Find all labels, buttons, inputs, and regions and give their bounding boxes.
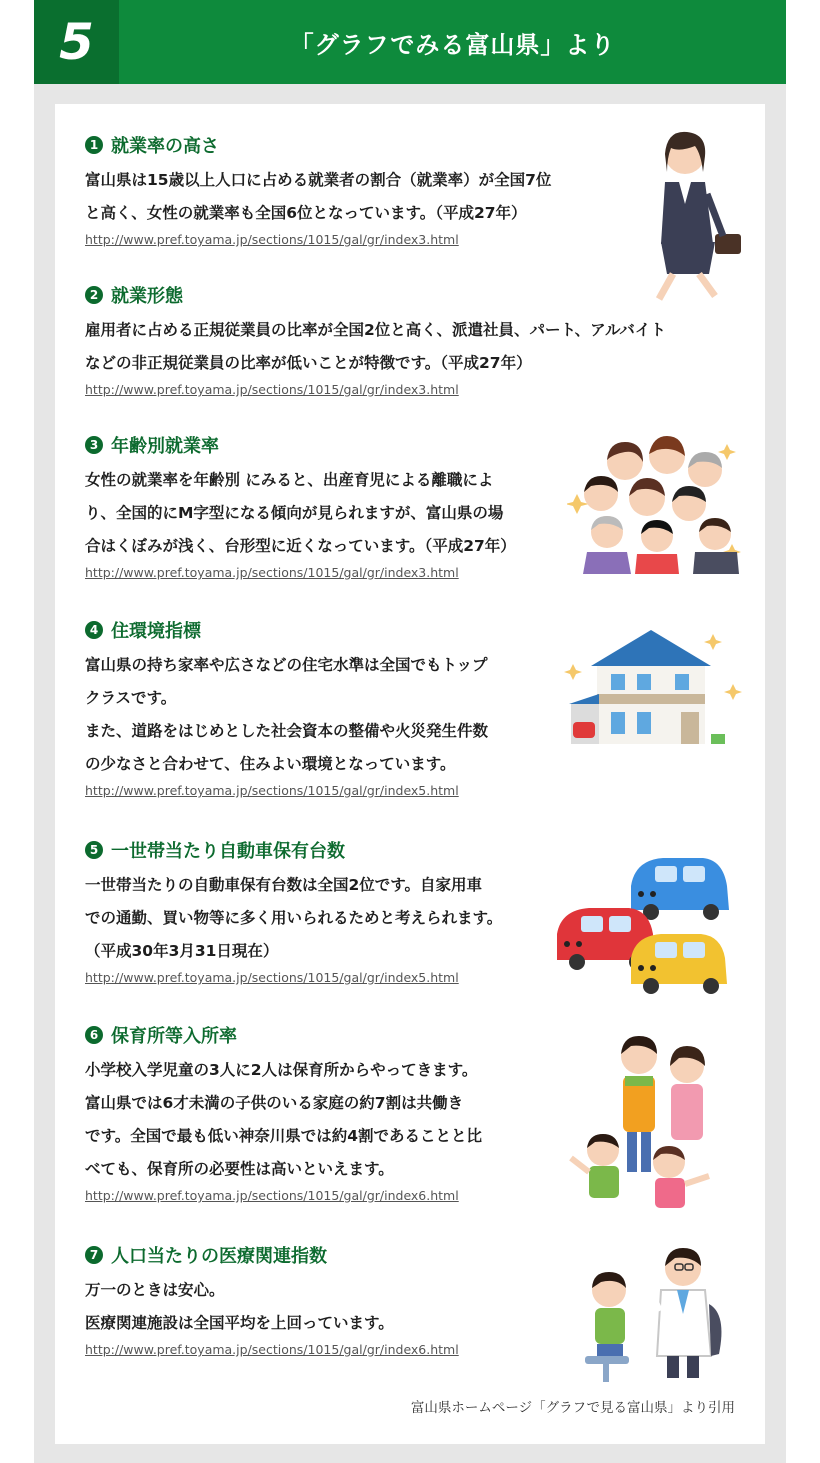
section-badge: 2 [85, 286, 103, 304]
section-heading [85, 282, 666, 308]
section-employment-rate [85, 132, 551, 247]
section-text-line: （平成30年3月31日現在） [85, 942, 279, 960]
section-text-line: また、道路をはじめとした社会資本の整備や火災発生件数 [85, 722, 489, 740]
section-age-employment [85, 432, 516, 580]
section-text-line: の少なさと合わせて、住みよい環境となっています。 [85, 755, 456, 773]
section-medical-index [85, 1242, 459, 1357]
citation-text: 富山県ホームページ「グラフで見る富山県」より引用 [410, 1400, 735, 1416]
section-body [85, 314, 666, 380]
section-living-environment [85, 617, 488, 798]
content-card [55, 104, 765, 1444]
yellow-car [631, 934, 727, 994]
section-heading [85, 1242, 459, 1268]
doctor-and-patient-illustration [581, 1244, 741, 1384]
section-text-line: べても、保育所の必要性は高いといえます。 [85, 1160, 394, 1178]
header-bar [34, 0, 786, 84]
section-badge: 6 [85, 1026, 103, 1044]
family-illustration [559, 1030, 749, 1220]
page-title: 「グラフでみる富山県」より [289, 30, 616, 59]
section-heading-text: 一世帯当たり自動車保有台数 [111, 841, 345, 862]
blue-car [631, 858, 729, 920]
section-badge: 7 [85, 1246, 103, 1264]
section-badge: 4 [85, 621, 103, 639]
section-text-line: での通勤、買い物等に多く用いられるためと考えられます。 [85, 909, 503, 927]
section-heading-text: 年齢別就業率 [111, 436, 219, 457]
section-text-line: などの非正規従業員の比率が低いことが特徴です。（平成27年） [85, 354, 532, 372]
source-link[interactable]: http://www.pref.toyama.jp/sections/1015/gal/gr/index3.html [85, 232, 459, 247]
section-heading-text: 住環境指標 [111, 621, 201, 642]
section-text-line: 女性の就業率を年齢別 にみると、出産育児による離職によ [85, 471, 494, 489]
section-text-line: 富山県は15歳以上人口に占める就業者の割合（就業率）が全国7位 [85, 171, 552, 189]
section-text-line: り、全国的にM字型になる傾向が見られますが、富山県の場 [85, 504, 504, 522]
section-text-line: クラスです。 [85, 689, 177, 707]
source-link[interactable]: http://www.pref.toyama.jp/sections/1015/gal/gr/index3.html [85, 565, 459, 580]
section-badge: 1 [85, 136, 103, 154]
section-heading-text: 就業率の高さ [111, 136, 219, 157]
section-body [85, 869, 502, 968]
page-frame [34, 0, 786, 1463]
section-heading-text: 就業形態 [111, 286, 183, 307]
section-body [85, 649, 488, 781]
section-text-line: 雇用者に占める正規従業員の比率が全国2位と高く、派遣社員、パート、アルバイト [85, 321, 666, 339]
section-badge: 5 [85, 841, 103, 859]
section-heading-text: 保育所等入所率 [111, 1026, 237, 1047]
section-text-line: 医療関連施設は全国平均を上回っています。 [85, 1314, 394, 1332]
house-illustration [563, 624, 753, 754]
source-link[interactable]: http://www.pref.toyama.jp/sections/1015/gal/gr/index6.html [85, 1188, 459, 1203]
source-link[interactable]: http://www.pref.toyama.jp/sections/1015/gal/gr/index3.html [85, 382, 459, 397]
section-text-line: です。全国で最も低い神奈川県では約4割であることと比 [85, 1127, 483, 1145]
cars-illustration [555, 852, 735, 1002]
section-heading [85, 837, 502, 863]
crowd-of-people-illustration [567, 424, 747, 574]
walking-businesswoman-illustration [635, 124, 745, 304]
section-nursery-enrollment [85, 1022, 482, 1203]
section-heading [85, 432, 516, 458]
section-number: 5 [59, 13, 94, 71]
section-body [85, 1054, 482, 1186]
section-car-ownership [85, 837, 502, 985]
section-employment-type [85, 282, 666, 397]
section-number-box [34, 0, 119, 84]
section-text-line: 小学校入学児童の3人に2人は保育所からやってきます。 [85, 1061, 478, 1079]
section-text-line: 一世帯当たりの自動車保有台数は全国2位です。自家用車 [85, 876, 483, 894]
source-link[interactable]: http://www.pref.toyama.jp/sections/1015/gal/gr/index6.html [85, 1342, 459, 1357]
section-text-line: 富山県では6才未満の子供のいる家庭の約7割は共働き [85, 1094, 464, 1112]
section-text-line: と高く、女性の就業率も全国6位となっています。（平成27年） [85, 204, 527, 222]
section-badge: 3 [85, 436, 103, 454]
section-body [85, 464, 516, 563]
section-heading [85, 132, 551, 158]
source-link[interactable]: http://www.pref.toyama.jp/sections/1015/gal/gr/index5.html [85, 970, 459, 985]
section-heading [85, 1022, 482, 1048]
section-heading [85, 617, 488, 643]
section-body [85, 164, 551, 230]
section-text-line: 合はくぼみが浅く、台形型に近くなっています。（平成27年） [85, 537, 516, 555]
section-body [85, 1274, 459, 1340]
section-text-line: 富山県の持ち家率や広さなどの住宅水準は全国でもトップ [85, 656, 488, 674]
section-text-line: 万一のときは安心。 [85, 1281, 225, 1299]
source-link[interactable]: http://www.pref.toyama.jp/sections/1015/gal/gr/index5.html [85, 783, 459, 798]
section-heading-text: 人口当たりの医療関連指数 [111, 1246, 327, 1267]
